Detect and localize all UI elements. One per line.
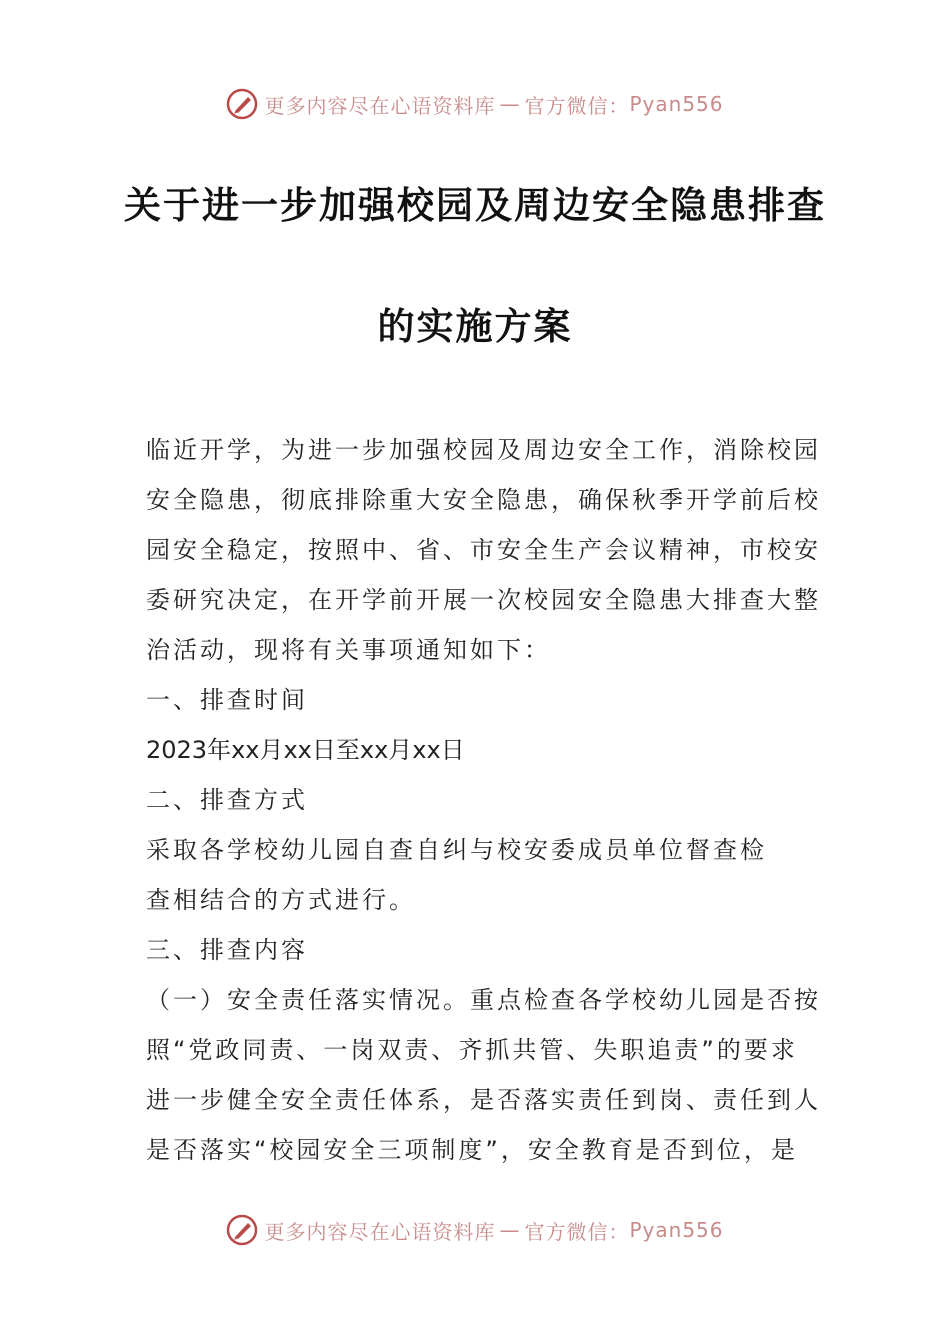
body-line: 采取各学校幼儿园自查自纠与校安委成员单位督查检 <box>146 836 767 864</box>
document-title-line1: 关于进一步加强校园及周边安全隐患排查 <box>124 183 826 227</box>
footer-watermark-banner <box>0 1210 950 1250</box>
body-line: 委研究决定，在开学前开展一次校园安全隐患大排查大整 <box>146 586 821 614</box>
document-body <box>146 425 821 1175</box>
document-title-line2: 的实施方案 <box>377 304 573 348</box>
banner-official: 官方微信： <box>524 1219 630 1244</box>
banner-dash: — <box>499 92 521 116</box>
banner-official: 官方微信： <box>524 93 630 118</box>
section-heading-time: 一、排查时间 <box>146 686 308 714</box>
body-line: 进一步健全安全责任体系，是否落实责任到岗、责任到人 <box>146 1086 821 1114</box>
banner-account: Pyan556 <box>629 92 724 116</box>
body-line: 园安全稳定，按照中、省、市安全生产会议精神，市校安 <box>146 536 821 564</box>
banner-text: 更多内容尽在心语资料库 <box>264 93 496 118</box>
body-line: 查相结合的方式进行。 <box>146 886 416 914</box>
body-line: 照“党政同责、一岗双责、齐抓共管、失职追责”的要求 <box>146 1036 798 1064</box>
body-line: （一）安全责任落实情况。重点检查各学校幼儿园是否按 <box>146 986 821 1014</box>
banner-dash: — <box>499 1218 521 1242</box>
body-line: 安全隐患，彻底排除重大安全隐患，确保秋季开学前后校 <box>146 486 821 514</box>
body-line: 治活动，现将有关事项通知如下： <box>146 636 551 664</box>
banner-text: 更多内容尽在心语资料库 <box>264 1219 496 1244</box>
pen-logo-icon <box>226 88 258 120</box>
pen-logo-icon <box>226 1214 258 1246</box>
body-line: 是否落实“校园安全三项制度”，安全教育是否到位，是 <box>146 1136 798 1164</box>
section-heading-method: 二、排查方式 <box>146 786 308 814</box>
body-line: 临近开学，为进一步加强校园及周边安全工作，消除校园 <box>146 436 821 464</box>
section-heading-content: 三、排查内容 <box>146 936 308 964</box>
date-range: 2023年xx月xx日至xx月xx日 <box>146 736 465 764</box>
header-watermark-banner <box>0 84 950 124</box>
banner-account: Pyan556 <box>629 1218 724 1242</box>
